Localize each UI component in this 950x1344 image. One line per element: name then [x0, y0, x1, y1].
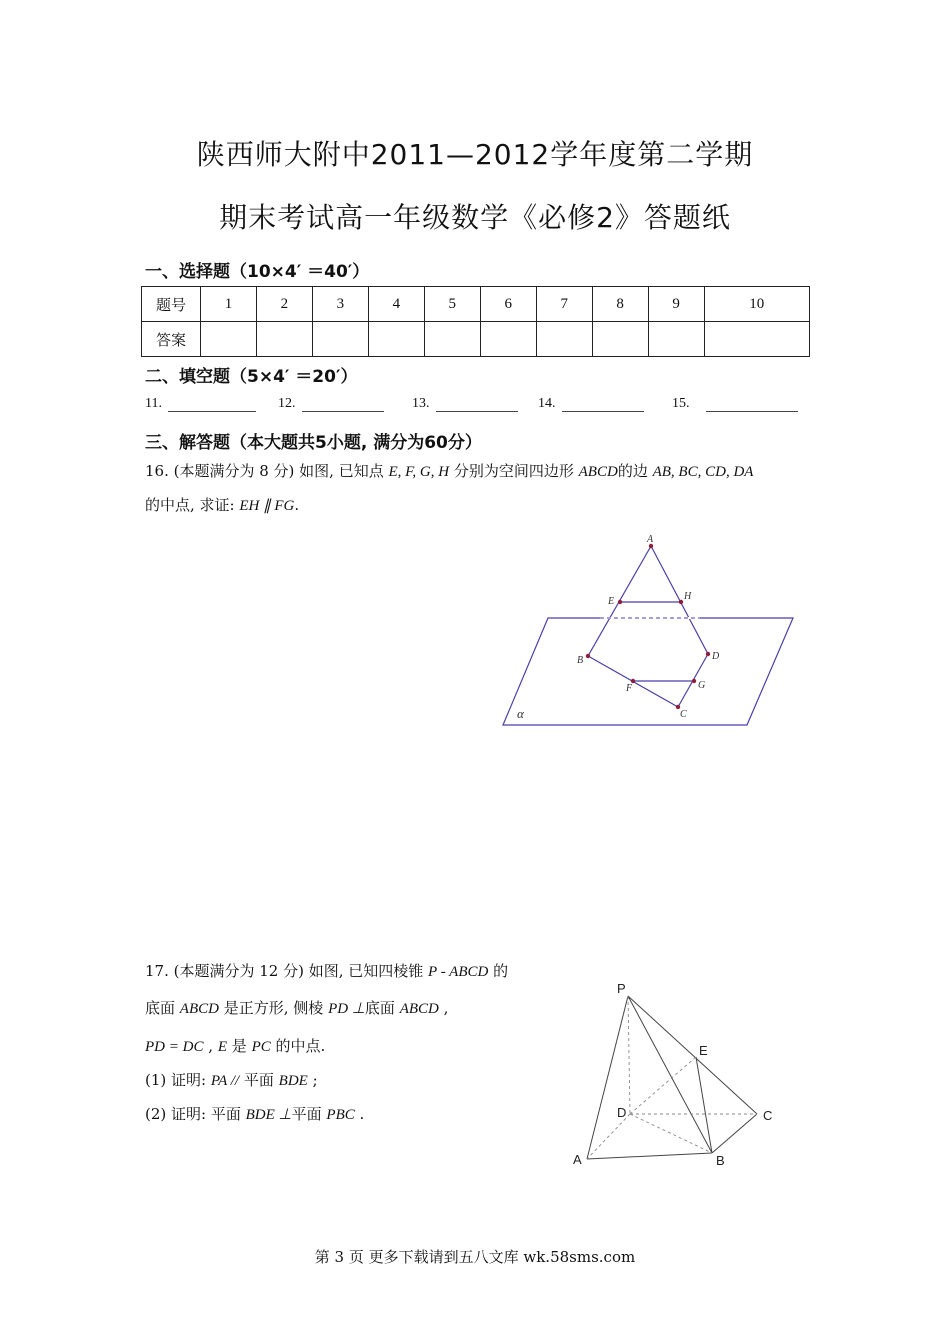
- label-E: E: [699, 1043, 708, 1058]
- edge-BC: [712, 1114, 757, 1153]
- question-number: 8: [592, 287, 648, 322]
- q17-math: ABCD: [179, 1001, 219, 1017]
- edge-PA: [587, 996, 628, 1159]
- question-number: 9: [648, 287, 704, 322]
- q17-math: BDE: [278, 1073, 308, 1089]
- q17-math: PD = DC: [145, 1039, 204, 1055]
- page-title-line2: 期末考试高一年级数学《必修2》答题纸: [219, 201, 731, 234]
- q16-math: E, F, G, H: [388, 464, 450, 480]
- blank-label: 12.: [278, 396, 296, 411]
- q16-math: EH ∥ FG: [239, 498, 295, 514]
- q17-text: ;: [312, 1071, 318, 1089]
- q16-text: 分别为空间四边形: [453, 462, 574, 480]
- q17-text: 底面: [145, 999, 176, 1017]
- question-number: 2: [256, 287, 312, 322]
- q17-text: (1) 证明:: [145, 1071, 207, 1089]
- edge-DA: [587, 1114, 630, 1159]
- q17-text: 是: [231, 1037, 247, 1055]
- q17-text: ,: [208, 1037, 214, 1055]
- label-A: A: [647, 534, 654, 545]
- label-P: P: [617, 981, 626, 996]
- question-number: 10: [704, 287, 809, 322]
- q17-math: ABCD: [399, 1001, 439, 1017]
- blank-label: 15.: [672, 396, 690, 411]
- blank-label: 13.: [412, 396, 430, 411]
- label-F: F: [626, 683, 633, 694]
- label-E: E: [608, 596, 615, 607]
- page-footer: 第 3 页 更多下载请到五八文库 wk.58sms.com: [314, 1248, 636, 1266]
- q16-text: .: [294, 496, 300, 514]
- q17-math: PC: [251, 1039, 271, 1055]
- question-number: 3: [312, 287, 368, 322]
- row-label-answers: 答案: [142, 322, 201, 357]
- q16-text: 16. (本题满分为 8 分) 如图, 已知点: [145, 462, 384, 480]
- edge-PD: [628, 996, 630, 1114]
- q17-math: E: [217, 1039, 227, 1055]
- blank-label: 11.: [145, 396, 162, 411]
- segment-DB: [630, 1114, 712, 1153]
- q16-text: 的中点, 求证:: [145, 496, 235, 514]
- blank-label: 14.: [538, 396, 556, 411]
- q17-math: PD ⊥: [328, 1001, 365, 1017]
- q17-text: ,: [443, 999, 449, 1017]
- q16-math: AB, BC, CD, DA: [652, 464, 754, 480]
- label-C: C: [680, 709, 687, 720]
- label-D: D: [712, 651, 720, 662]
- label-G: G: [698, 680, 706, 691]
- q17-text: 的: [493, 962, 509, 980]
- section3-heading: 三、解答题（本大题共5小题, 满分为60分）: [145, 433, 482, 453]
- q17-text: 的中点.: [275, 1037, 326, 1055]
- question-number: 7: [536, 287, 592, 322]
- q17-math: BDE ⊥: [245, 1107, 292, 1123]
- q17-math: PA //: [210, 1073, 240, 1089]
- label-alpha: α: [517, 706, 524, 721]
- label-H: H: [684, 591, 692, 602]
- label-C: C: [763, 1108, 773, 1123]
- label-B: B: [577, 655, 584, 666]
- q17-math: PBC: [326, 1107, 355, 1123]
- q17-math: P - ABCD: [428, 964, 489, 980]
- label-B: B: [716, 1153, 725, 1168]
- q17-text: .: [359, 1105, 365, 1123]
- page-title-line1: 陕西师大附中2011—2012学年度第二学期: [196, 138, 754, 171]
- edge-AB: [587, 1153, 712, 1159]
- section2-heading: 二、填空题（5×4′ ＝20′）: [145, 367, 358, 387]
- q17-text: 17. (本题满分为 12 分) 如图, 已知四棱锥: [145, 962, 424, 980]
- q16-text: 的边: [617, 462, 648, 480]
- q17-text: 底面: [364, 999, 395, 1017]
- q17-text: 是正方形, 侧棱: [223, 999, 324, 1017]
- edge-PC: [628, 996, 757, 1114]
- question-number: 1: [201, 287, 257, 322]
- label-D: D: [617, 1105, 627, 1120]
- q17-text: 平面: [291, 1105, 322, 1123]
- label-A: A: [573, 1152, 582, 1167]
- section1-heading: 一、选择题（10×4′ ＝40′）: [145, 262, 370, 282]
- question-number: 6: [480, 287, 536, 322]
- q16-math: ABCD: [578, 464, 618, 480]
- question-number: 5: [424, 287, 480, 322]
- q17-text: 平面: [243, 1071, 274, 1089]
- q17-text: (2) 证明: 平面: [145, 1105, 241, 1123]
- row-label-questions: 题号: [142, 287, 201, 322]
- question-number: 4: [368, 287, 424, 322]
